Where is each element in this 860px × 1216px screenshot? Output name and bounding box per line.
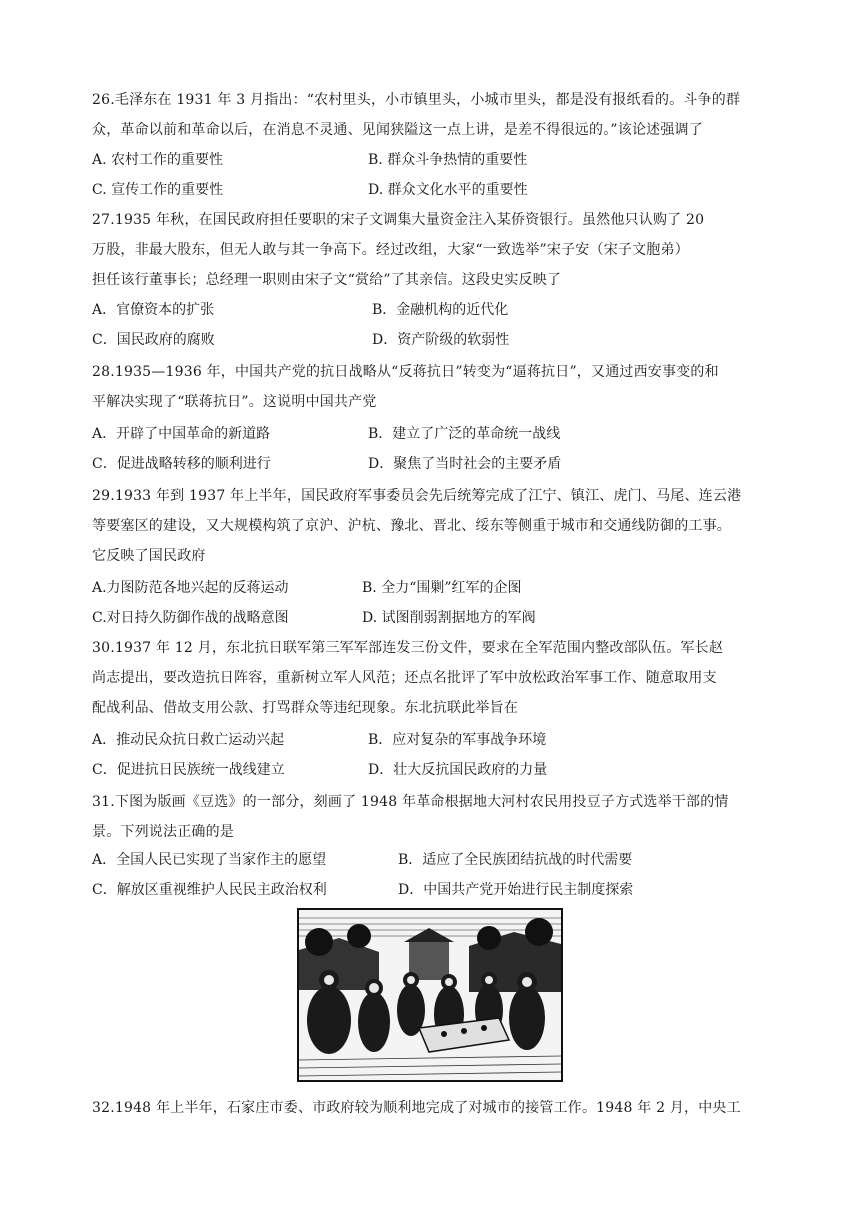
q29-stem-line-3: 它反映了国民政府: [92, 548, 206, 564]
q27-option-d[interactable]: D．资产阶级的软弱性: [372, 332, 510, 348]
q28-option-d[interactable]: D．聚焦了当时社会的主要矛盾: [368, 456, 562, 472]
q31-stem-line-2: 景。下列说法正确的是: [92, 824, 234, 840]
q27-stem-line-2: 万股，非最大股东，但无人敢与其一争高下。经过改组，大家“一致选举”宋子安（宋子文胞弟）: [92, 242, 689, 258]
q31-option-c[interactable]: C．解放区重视维护人民民主政治权利: [92, 882, 327, 898]
q26-option-c[interactable]: C. 宣传工作的重要性: [92, 182, 224, 198]
q26-option-a[interactable]: A. 农村工作的重要性: [92, 152, 224, 168]
q31-option-d[interactable]: D．中国共产党开始进行民主制度探索: [398, 882, 634, 898]
q30-stem-line-1: 30.1937 年 12 月，东北抗日联军第三军军部连发三份文件，要求在全军范围内整改部队伍。军长赵: [92, 640, 724, 656]
q29-option-b[interactable]: B. 全力“围剿”红军的企图: [362, 580, 522, 596]
q29-option-d[interactable]: D. 试图削弱割据地方的军阀: [362, 610, 536, 626]
q28-stem-line-1: 28.1935—1936 年，中国共产党的抗日战略从“反蒋抗日”转变为“逼蒋抗日”，又通过西安事变的和: [92, 364, 719, 380]
q27-option-b[interactable]: B．金融机构的近代化: [372, 302, 509, 318]
q31-option-b[interactable]: B．适应了全民族团结抗战的时代需要: [398, 852, 633, 868]
q26-option-b[interactable]: B. 群众斗争热情的重要性: [368, 152, 528, 168]
q26-option-d[interactable]: D. 群众文化水平的重要性: [368, 182, 528, 198]
q32-stem-line-1: 32.1948 年上半年，石家庄市委、市政府较为顺利地完成了对城市的接管工作。1948 年 2 月，中央工: [92, 1100, 741, 1116]
q30-option-c[interactable]: C．促进抗日民族统一战线建立: [92, 762, 285, 778]
q29-stem-line-2: 等要塞区的建设，又大规模构筑了京沪、沪杭、豫北、晋北、绥东等侧重于城市和交通线防御的工事。: [92, 518, 731, 534]
q28-option-a[interactable]: A．开辟了中国革命的新道路: [92, 426, 271, 442]
q29-stem-line-1: 29.1933 年到 1937 年上半年，国民政府军事委员会先后统筹完成了江宁、镇江、虎门、马尾、连云港: [92, 488, 742, 504]
q30-stem-line-3: 配战利品、借故支用公款、打骂群众等违纪现象。东北抗联此举旨在: [92, 700, 518, 716]
q26-stem-line-2: 众，革命以前和革命以后，在消息不灵通、见闻狭隘这一点上讲，是差不得很远的。”该论述强调了: [92, 122, 703, 138]
q31-option-a[interactable]: A．全国人民已实现了当家作主的愿望: [92, 852, 327, 868]
q28-stem-line-2: 平解决实现了“联蒋抗日”。这说明中国共产党: [92, 394, 377, 410]
q28-option-c[interactable]: C．促进战略转移的顺利进行: [92, 456, 271, 472]
q30-option-b[interactable]: B．应对复杂的军事战争环境: [368, 732, 547, 748]
q27-option-a[interactable]: A．官僚资本的扩张: [92, 302, 215, 318]
q28-option-b[interactable]: B．建立了广泛的革命统一战线: [368, 426, 561, 442]
q29-option-a[interactable]: A.力图防范各地兴起的反蒋运动: [92, 580, 289, 596]
q27-stem-line-1: 27.1935 年秋，在国民政府担任要职的宋子文调集大量资金注入某侨资银行。虽然他只认购了 20: [92, 212, 705, 228]
q30-option-d[interactable]: D．壮大反抗国民政府的力量: [368, 762, 548, 778]
q30-option-a[interactable]: A．推动民众抗日救亡运动兴起: [92, 732, 285, 748]
q27-option-c[interactable]: C．国民政府的腐败: [92, 332, 215, 348]
q27-stem-line-3: 担任该行董事长；总经理一职则由宋子文“赏给”了其亲信。这段史实反映了: [92, 272, 562, 288]
woodcut-print-image: [297, 908, 563, 1082]
q31-stem-line-1: 31.下图为版画《豆选》的一部分，刻画了 1948 年革命根据地大河村农民用投豆子方式选举干部的情: [92, 794, 729, 810]
q30-stem-line-2: 尚志提出，要改造抗日阵容，重新树立军人风范；还点名批评了军中放松政治军事工作、随意取用支: [92, 670, 717, 686]
q29-option-c[interactable]: C.对日持久防御作战的战略意图: [92, 610, 289, 626]
q26-stem-line-1: 26.毛泽东在 1931 年 3 月指出：“农村里头，小市镇里头，小城市里头，都是没有报纸看的。斗争的群: [92, 92, 741, 108]
